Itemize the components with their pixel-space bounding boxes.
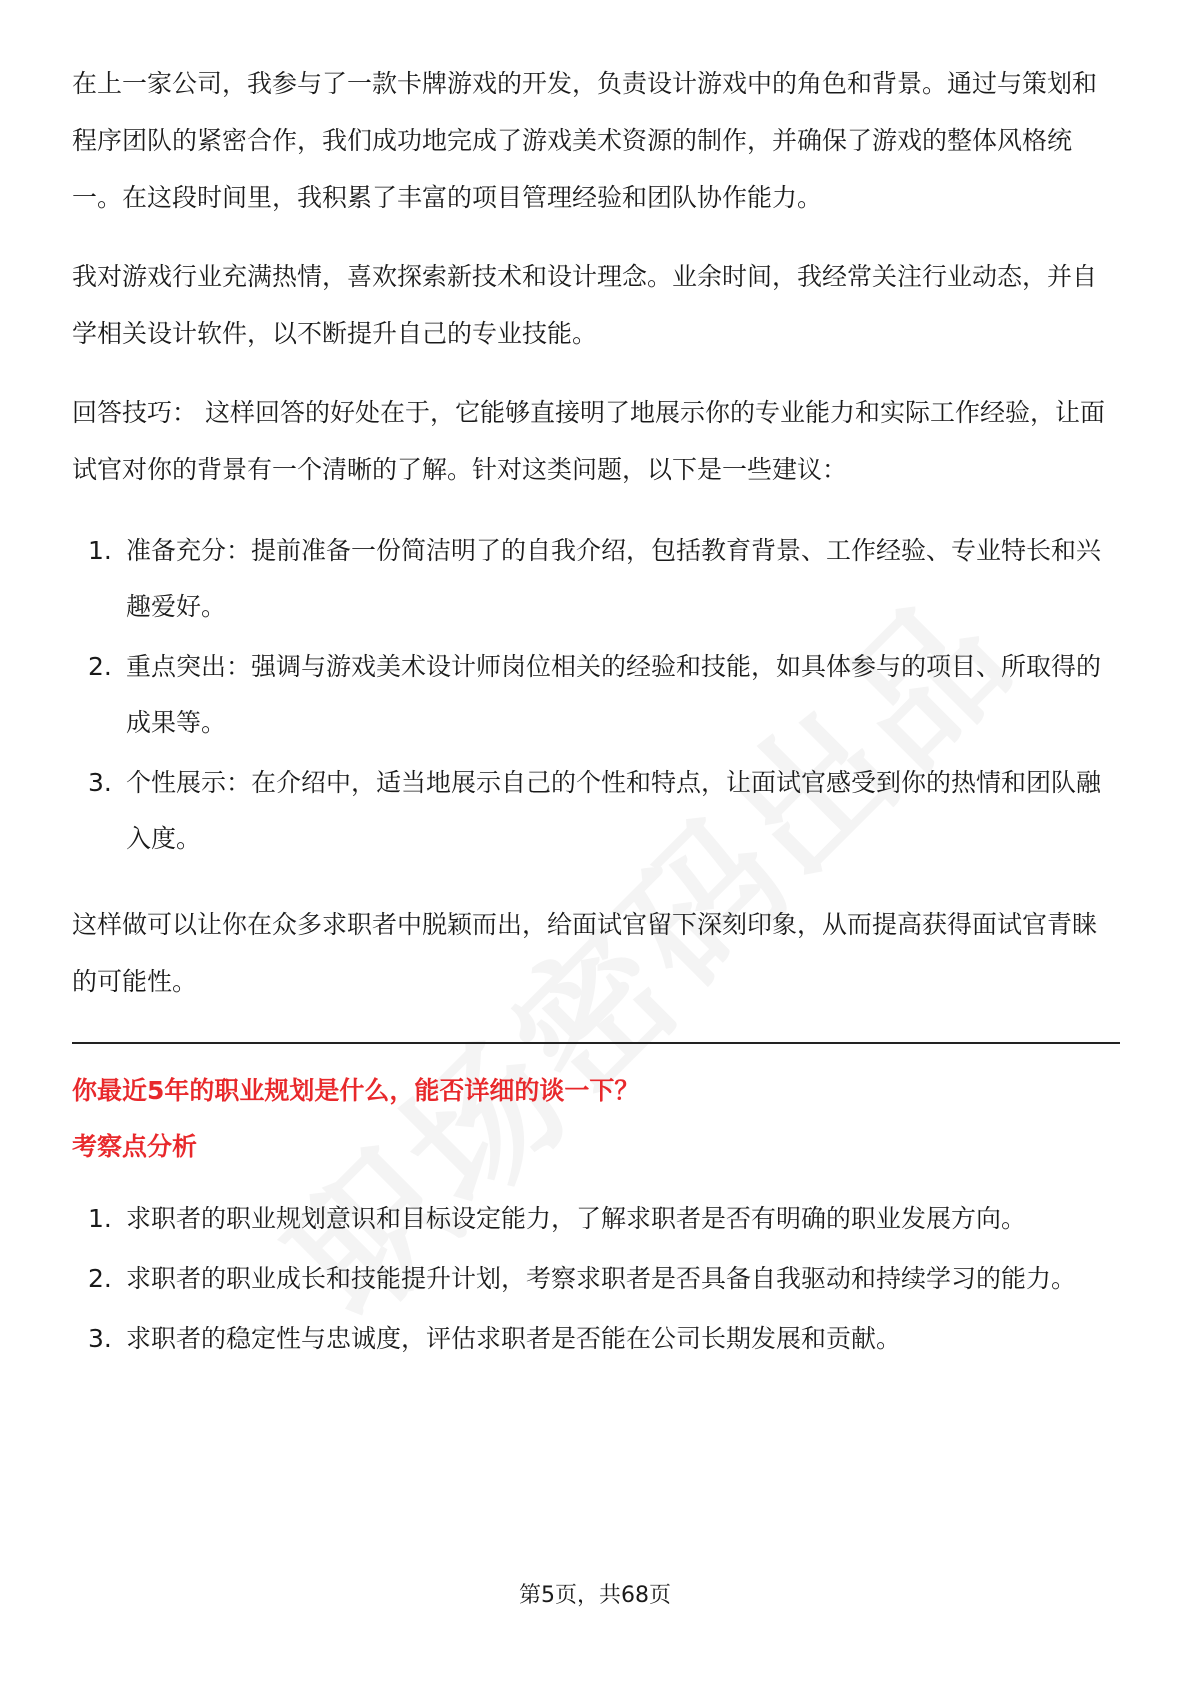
list-number: 3.	[88, 768, 112, 797]
page-footer: 第5页，共68页	[519, 1583, 671, 1608]
list-item-text: 求职者的职业规划意识和目标设定能力，了解求职者是否有明确的职业发展方向。	[126, 1204, 1027, 1233]
list-item	[72, 755, 1120, 867]
list-item	[72, 1311, 1120, 1367]
list-item	[72, 639, 1120, 751]
list-number: 1.	[88, 1204, 112, 1233]
list-item-text: 个性展示：在介绍中，适当地展示自己的个性和特点，让面试官感受到你的热情和团队融入度。	[126, 768, 1102, 853]
list-item	[72, 523, 1120, 635]
analysis-heading: 考察点分析	[72, 1132, 198, 1161]
paragraph-tips-intro: 回答技巧： 这样回答的好处在于，它能够直接明了地展示你的专业能力和实际工作经验，让面试官对你的背景有一个清晰的了解。针对这类问题，以下是一些建议：	[72, 398, 1105, 484]
list-number: 3.	[88, 1324, 112, 1353]
list-item-text: 重点突出：强调与游戏美术设计师岗位相关的经验和技能，如具体参与的项目、所取得的成果等。	[126, 652, 1102, 737]
list-number: 2.	[88, 652, 112, 681]
tips-list	[72, 523, 1120, 867]
question-title: 你最近5年的职业规划是什么，能否详细的谈一下？	[72, 1076, 640, 1105]
list-number: 1.	[88, 536, 112, 565]
list-item-text: 求职者的职业成长和技能提升计划，考察求职者是否具备自我驱动和持续学习的能力。	[126, 1264, 1077, 1293]
list-item-text: 准备充分：提前准备一份简洁明了的自我介绍，包括教育背景、工作经验、专业特长和兴趣爱好。	[126, 536, 1102, 621]
list-item	[72, 1191, 1120, 1247]
list-item	[72, 1251, 1120, 1307]
page-content	[72, 55, 1120, 1371]
paragraph-passion: 我对游戏行业充满热情，喜欢探索新技术和设计理念。业余时间，我经常关注行业动态，并自学相关设计软件，以不断提升自己的专业技能。	[72, 262, 1098, 348]
analysis-points-list	[72, 1191, 1120, 1367]
paragraph-conclusion: 这样做可以让你在众多求职者中脱颖而出，给面试官留下深刻印象，从而提高获得面试官青睐的可能性。	[72, 910, 1098, 996]
paragraph-experience: 在上一家公司，我参与了一款卡牌游戏的开发，负责设计游戏中的角色和背景。通过与策划和程序团队的紧密合作，我们成功地完成了游戏美术资源的制作，并确保了游戏的整体风格统一。在这段时间里，我积累了丰富的项目管理经验和团队协作能力。	[72, 69, 1098, 212]
list-item-text: 求职者的稳定性与忠诚度，评估求职者是否能在公司长期发展和贡献。	[126, 1324, 902, 1353]
list-number: 2.	[88, 1264, 112, 1293]
